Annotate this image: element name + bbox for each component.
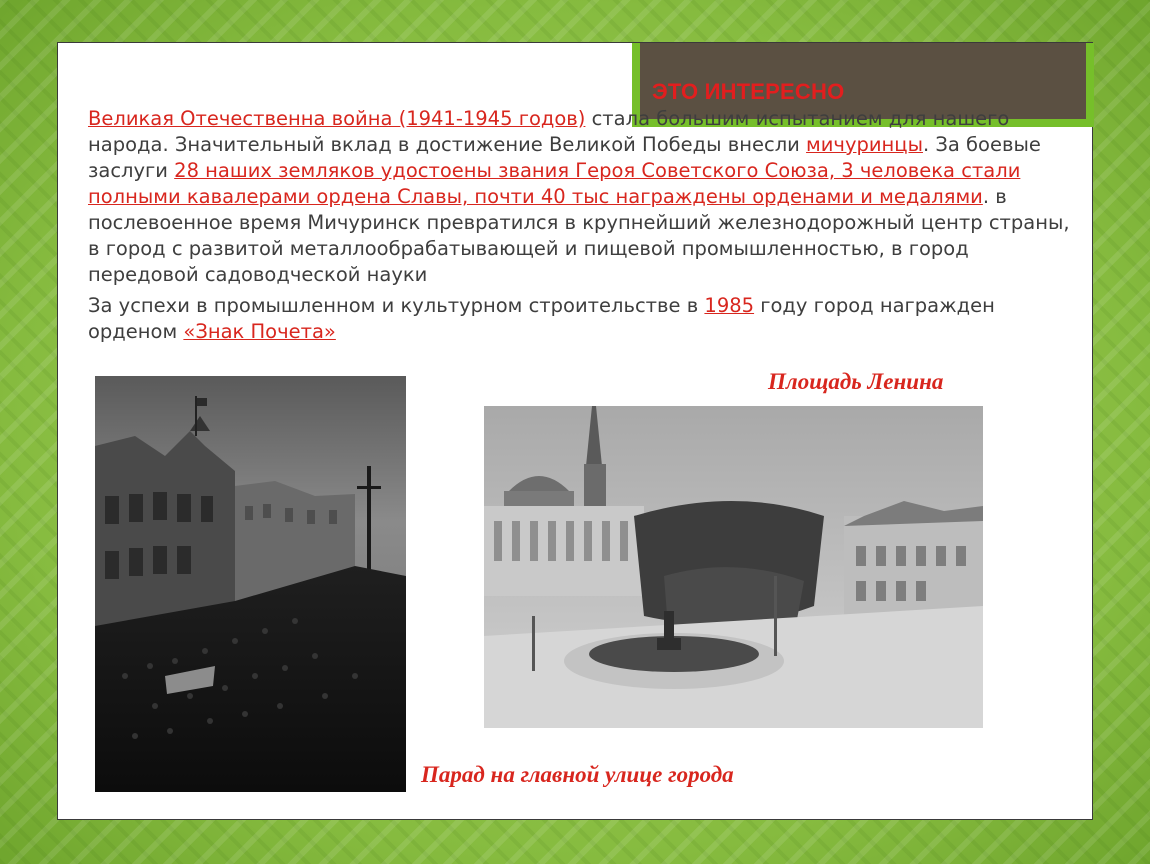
paragraph-text: году город награжден орденом — [88, 294, 995, 343]
link-heroes-awards[interactable]: 28 наших земляков удостоены звания Героя Советского Союза, 3 человека стали полными кавалерами ордена Славы, почти 40 тыс награждены орденами и медалями — [88, 159, 1021, 208]
body-text — [88, 106, 1078, 350]
paragraph-text: За успехи в промышленном и культурном строительстве в — [88, 294, 705, 317]
caption-parade: Парад на главной улице города — [421, 762, 734, 787]
link-badge-of-honor[interactable]: «Знак Почета» — [183, 320, 336, 343]
parade-photo-graphic — [95, 376, 406, 792]
link-year-1985[interactable]: 1985 — [704, 294, 755, 317]
paragraph-text: стала большим испытанием для нашего народа. Значительный вклад в достижение Великой Победы внесли — [88, 107, 1010, 156]
lenin-square-graphic — [484, 406, 983, 728]
caption-lenin-square: Площадь Ленина — [768, 369, 944, 394]
lenin-square-photo — [484, 406, 983, 728]
link-michurintsy[interactable]: мичуринцы — [806, 133, 923, 156]
parade-photo — [95, 376, 406, 792]
paragraph-war — [88, 106, 1078, 288]
slide-title: ЭТО ИНТЕРЕСНО — [652, 79, 845, 104]
paragraph-text: . За боевые заслуги — [88, 133, 1041, 182]
paragraph-order — [88, 293, 1078, 345]
paragraph-text: . в послевоенное время Мичуринск превратился в крупнейший железнодорожный центр страны, в город с развитой металлообрабатывающей и пищевой промышленностью, в город передовой садоводческой науки — [88, 185, 1070, 286]
link-great-patriotic-war[interactable]: Великая Отечественна война (1941-1945 годов) — [88, 107, 586, 130]
